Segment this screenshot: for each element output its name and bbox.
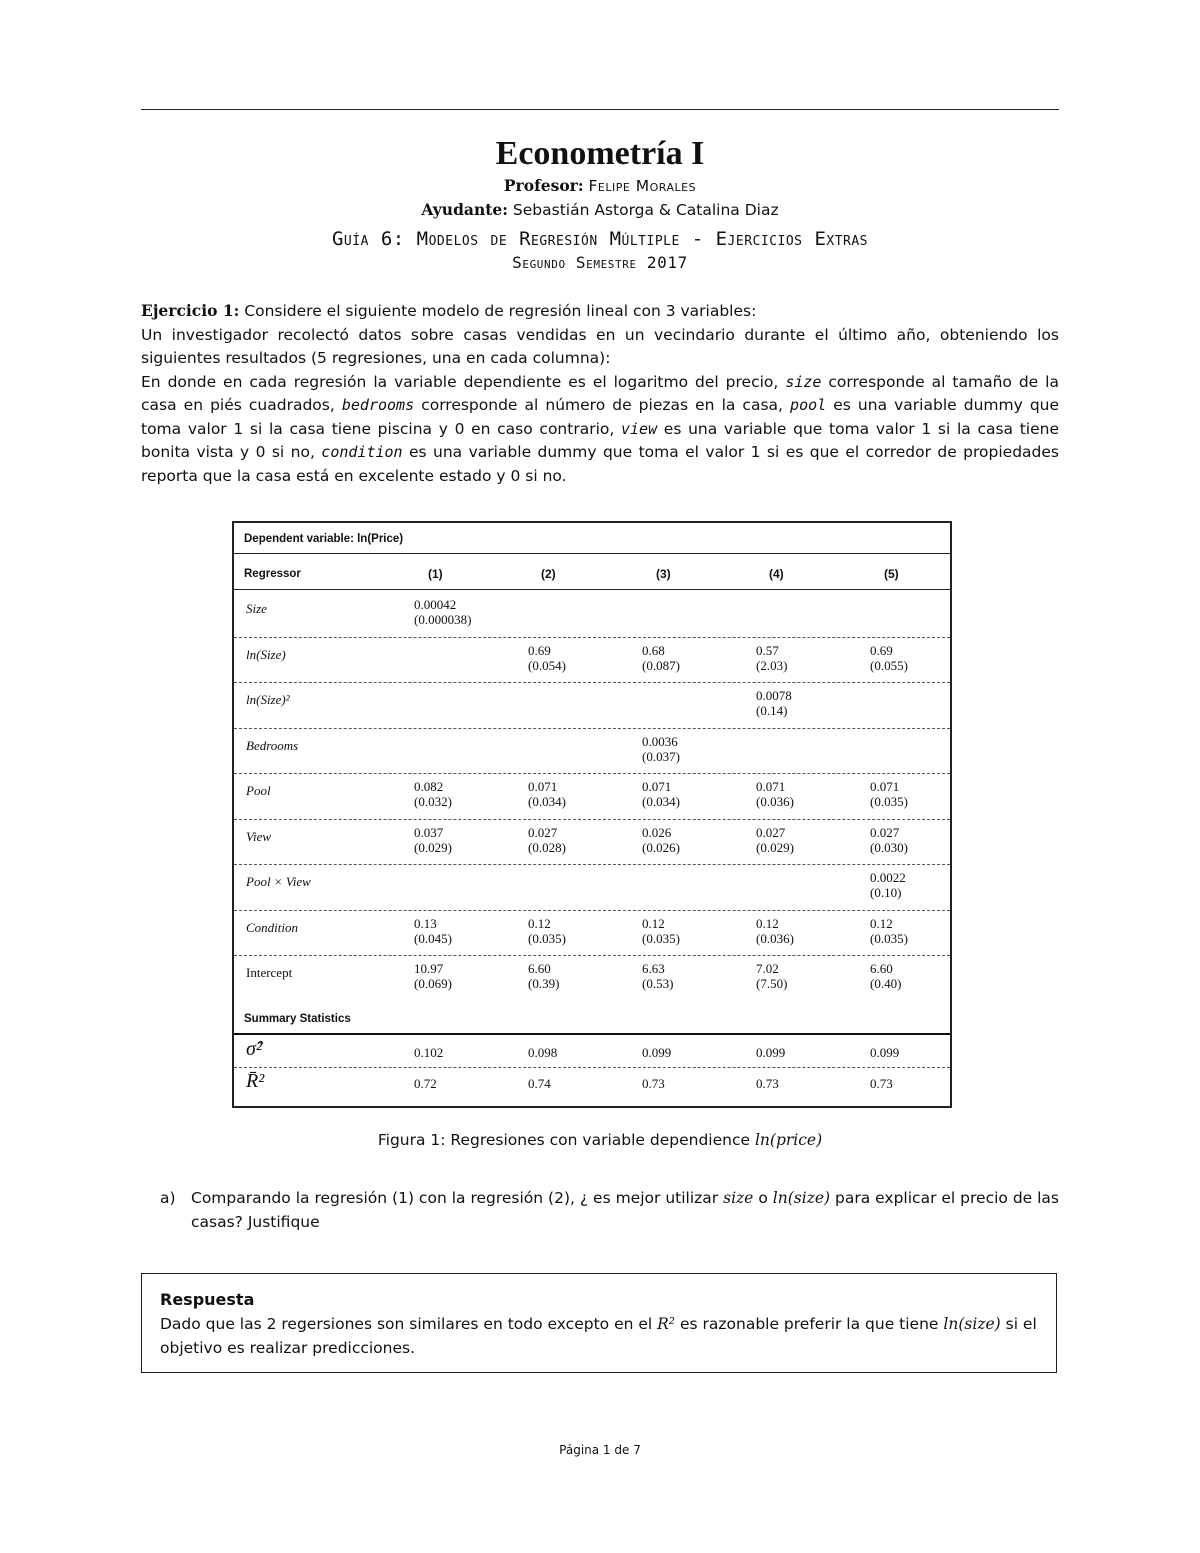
table-rule: [234, 1067, 950, 1068]
sigma-value: 0.102: [414, 1045, 444, 1060]
std-error: (0.036): [756, 930, 794, 946]
sigma-value: 0.098: [528, 1045, 558, 1060]
r2-value: 0.73: [756, 1076, 779, 1091]
table-cell: [642, 961, 673, 991]
row-label: View: [246, 828, 272, 844]
table-cell: [756, 779, 794, 809]
r2-value: 0.73: [870, 1076, 893, 1091]
row-label: ln(Size)²: [246, 692, 290, 707]
exercise-statement: [141, 299, 1059, 488]
coefficient: 0.12: [756, 915, 779, 931]
std-error: (0.40): [870, 976, 902, 991]
table-cell: [528, 825, 566, 855]
coefficient: 0.69: [870, 642, 893, 658]
coefficient: 6.60: [870, 961, 893, 976]
coefficient: 0.68: [642, 642, 665, 658]
coefficient: 0.027: [870, 824, 900, 840]
profesor-line: [141, 174, 1059, 198]
r2-value: 0.72: [414, 1076, 437, 1091]
table-cell: [528, 643, 566, 673]
coefficient: 0.071: [642, 779, 672, 794]
row-label: Bedrooms: [246, 737, 299, 753]
std-error: (0.032): [414, 794, 452, 809]
coefficient: 0.12: [870, 915, 893, 931]
table-cell: [870, 779, 908, 809]
p3-a: En donde en cada regresión la variable dependiente es el logaritmo del precio,: [141, 372, 779, 391]
table-cell: [642, 916, 680, 946]
regressor-header: Regressor: [244, 568, 301, 580]
figure-caption: [141, 1131, 1059, 1149]
coefficient: 7.02: [756, 961, 779, 976]
q-v1: size: [723, 1189, 754, 1207]
std-error: (7.50): [756, 976, 788, 991]
row-label: Intercept: [246, 965, 293, 980]
question-text: [191, 1186, 1059, 1234]
table-rule: [234, 955, 950, 956]
guia-title: Guía 6: Modelos de Regresión Múltiple - Ejercicios Extras: [331, 228, 869, 250]
r2-value: 0.74: [528, 1076, 551, 1091]
r2-label: R̄²: [246, 1070, 265, 1092]
coefficient: 10.97: [414, 961, 444, 976]
std-error: (0.029): [756, 839, 794, 855]
regression-table: [232, 521, 952, 1108]
std-error: (0.034): [528, 794, 566, 809]
table-rule: [234, 682, 950, 683]
p3-e: es una variable que toma valor 1 si la casa tiene bonita vista y 0 si no,: [141, 419, 1059, 461]
std-error: (0.054): [528, 657, 566, 673]
row-label: Condition: [246, 919, 299, 935]
ayudante-label: Ayudante:: [421, 200, 508, 219]
table-cell: [870, 825, 908, 855]
table-cell: [756, 643, 787, 673]
std-error: (0.034): [642, 794, 680, 809]
table-cell: [642, 734, 680, 764]
table-cell: [756, 825, 794, 855]
profesor-name: Felipe Morales: [588, 177, 697, 195]
coefficient: 0.00042: [414, 597, 457, 612]
std-error: (0.069): [414, 976, 452, 991]
table-rule: [234, 819, 950, 820]
std-error: (0.026): [642, 839, 680, 855]
std-error: (0.000038): [414, 612, 472, 627]
std-error: (0.036): [756, 794, 794, 809]
table-cell: [414, 916, 452, 946]
question-label: a): [160, 1189, 176, 1207]
page-footer: Página 1 de 7: [559, 1443, 641, 1457]
std-error: (0.087): [642, 657, 680, 673]
row-label: Size: [246, 601, 267, 616]
summary-statistics-label: Summary Statistics: [244, 1013, 351, 1025]
coefficient: 0.027: [528, 824, 558, 840]
coefficient: 0.57: [756, 642, 779, 658]
p3-d: es una variable dummy que toma valor 1 si la casa tiene piscina y 0 en caso contrario,: [141, 396, 1060, 438]
table-cell: [870, 961, 901, 991]
row-label: Pool × View: [246, 874, 311, 889]
table-rule: [234, 773, 950, 774]
exercise-intro-text: Considere el siguiente modelo de regresión lineal con 3 variables:: [244, 302, 757, 320]
table-rule: [234, 864, 950, 865]
coefficient: 0.071: [870, 779, 900, 794]
caption-math: ln(price): [754, 1131, 823, 1149]
coefficient: 0.0036: [642, 733, 678, 749]
std-error: (0.028): [528, 839, 566, 855]
column-header-2: (2): [541, 567, 556, 581]
table-cell: [756, 916, 794, 946]
row-label: Pool: [246, 783, 271, 798]
coefficient: 6.60: [528, 961, 551, 976]
column-header-3: (3): [656, 567, 671, 581]
table-cell: [870, 870, 906, 900]
table-cell: [642, 643, 680, 673]
ayudante-names: Sebastián Astorga & Catalina Diaz: [512, 201, 779, 219]
column-header-4: (4): [769, 567, 784, 581]
std-error: (0.037): [642, 748, 680, 764]
coefficient: 6.63: [642, 961, 665, 976]
std-error: (0.035): [642, 930, 680, 946]
table-rule: [234, 553, 950, 554]
table-rule: [234, 1033, 950, 1035]
coefficient: 0.12: [528, 915, 551, 931]
std-error: (0.035): [870, 794, 908, 809]
table-cell: [870, 916, 908, 946]
coefficient: 0.071: [756, 779, 786, 794]
q-t2: o: [758, 1189, 768, 1207]
std-error: (0.029): [414, 839, 452, 855]
table-cell: [756, 688, 792, 718]
a-v2: ln(size): [943, 1315, 1001, 1333]
exercise-paragraph-3: [141, 371, 1059, 489]
question-a: [160, 1186, 1059, 1234]
var-size: size: [785, 372, 822, 391]
document-header: [141, 134, 1059, 274]
table-cell: [414, 825, 452, 855]
table-cell: [528, 779, 566, 809]
table-cell: [756, 961, 787, 991]
std-error: (0.53): [642, 976, 674, 991]
top-rule: [141, 109, 1059, 110]
p3-c: corresponde al número de piezas en la casa,: [421, 396, 783, 414]
exercise-label: Ejercicio 1:: [141, 301, 240, 320]
std-error: (0.055): [870, 657, 908, 673]
a-v1: R²: [657, 1315, 676, 1333]
std-error: (0.035): [528, 930, 566, 946]
coefficient: 0.071: [528, 779, 558, 794]
course-title: Econometría I: [495, 135, 705, 172]
caption-text: Figura 1: Regresiones con variable dependience: [377, 1131, 751, 1149]
sigma-value: 0.099: [756, 1045, 786, 1060]
std-error: (0.39): [528, 976, 560, 991]
std-error: (0.030): [870, 839, 908, 855]
column-header-5: (5): [884, 567, 899, 581]
profesor-label: Profesor:: [503, 176, 584, 195]
a-t2: es razonable preferir la que tiene: [679, 1315, 939, 1333]
table-rule: [234, 910, 950, 911]
p3-f: es una variable dummy que toma el valor 1 si es que el corredor de propiedades reporta que la casa está en excelente estado y 0 si no.: [141, 443, 1059, 485]
std-error: (0.035): [870, 930, 908, 946]
sigma-value: 0.099: [642, 1045, 672, 1060]
sigma-value: 0.099: [870, 1045, 900, 1060]
answer-box: [141, 1273, 1057, 1373]
ayudante-line: [141, 198, 1059, 222]
a-t1: Dado que las 2 regersiones son similares en todo excepto en el: [160, 1315, 653, 1333]
coefficient: 0.082: [414, 779, 444, 794]
table-cell: [528, 916, 566, 946]
column-header-1: (1): [428, 567, 443, 581]
table-cell: [870, 643, 908, 673]
coefficient: 0.027: [756, 824, 786, 840]
coefficient: 0.037: [414, 824, 444, 840]
coefficient: 0.0022: [870, 870, 906, 885]
table-cell: [528, 961, 559, 991]
q-t3: para explicar el precio de las casas? Justifique: [191, 1189, 1060, 1231]
table-rule: [234, 589, 950, 590]
coefficient: 0.13: [414, 915, 437, 931]
table-cell: [414, 597, 471, 627]
a-t3: si el objetivo es realizar predicciones.: [160, 1315, 1037, 1357]
var-view: view: [620, 419, 658, 438]
coefficient: 0.0078: [756, 688, 792, 703]
var-condition: condition: [321, 443, 403, 461]
coefficient: 0.69: [528, 642, 551, 658]
answer-text: [160, 1312, 1038, 1360]
answer-title: Respuesta: [160, 1290, 255, 1309]
var-bedrooms: bedrooms: [341, 396, 415, 414]
std-error: (0.045): [414, 930, 452, 946]
coefficient: 0.026: [642, 824, 672, 840]
table-rule: [234, 728, 950, 729]
table-cell: [642, 825, 680, 855]
dependent-variable-label: Dependent variable: ln(Price): [244, 533, 404, 545]
std-error: (0.14): [756, 703, 788, 718]
table-cell: [414, 961, 452, 991]
table-cell: [642, 779, 680, 809]
q-v2: ln(size): [772, 1189, 831, 1207]
exercise-paragraph-2: Un investigador recolectó datos sobre casas vendidas en un vecindario durante el último año, obteniendo los siguientes resultados (5 regresiones, una en cada columna):: [141, 325, 1059, 367]
sigma-label: σ̂²: [246, 1038, 262, 1060]
p3-b: corresponde al tamaño de la casa en piés cuadrados,: [141, 372, 1059, 414]
std-error: (2.03): [756, 657, 788, 673]
var-pool: pool: [790, 396, 827, 414]
table-cell: [414, 779, 452, 809]
table-rule: [234, 637, 950, 638]
coefficient: 0.12: [642, 915, 665, 931]
semester: Segundo Semestre 2017: [512, 253, 688, 272]
std-error: (0.10): [870, 885, 902, 900]
exercise-intro: [141, 299, 1059, 324]
row-label: ln(Size): [246, 646, 286, 662]
q-t1: Comparando la regresión (1) con la regresión (2), ¿ es mejor utilizar: [191, 1189, 719, 1207]
r2-value: 0.73: [642, 1076, 665, 1091]
